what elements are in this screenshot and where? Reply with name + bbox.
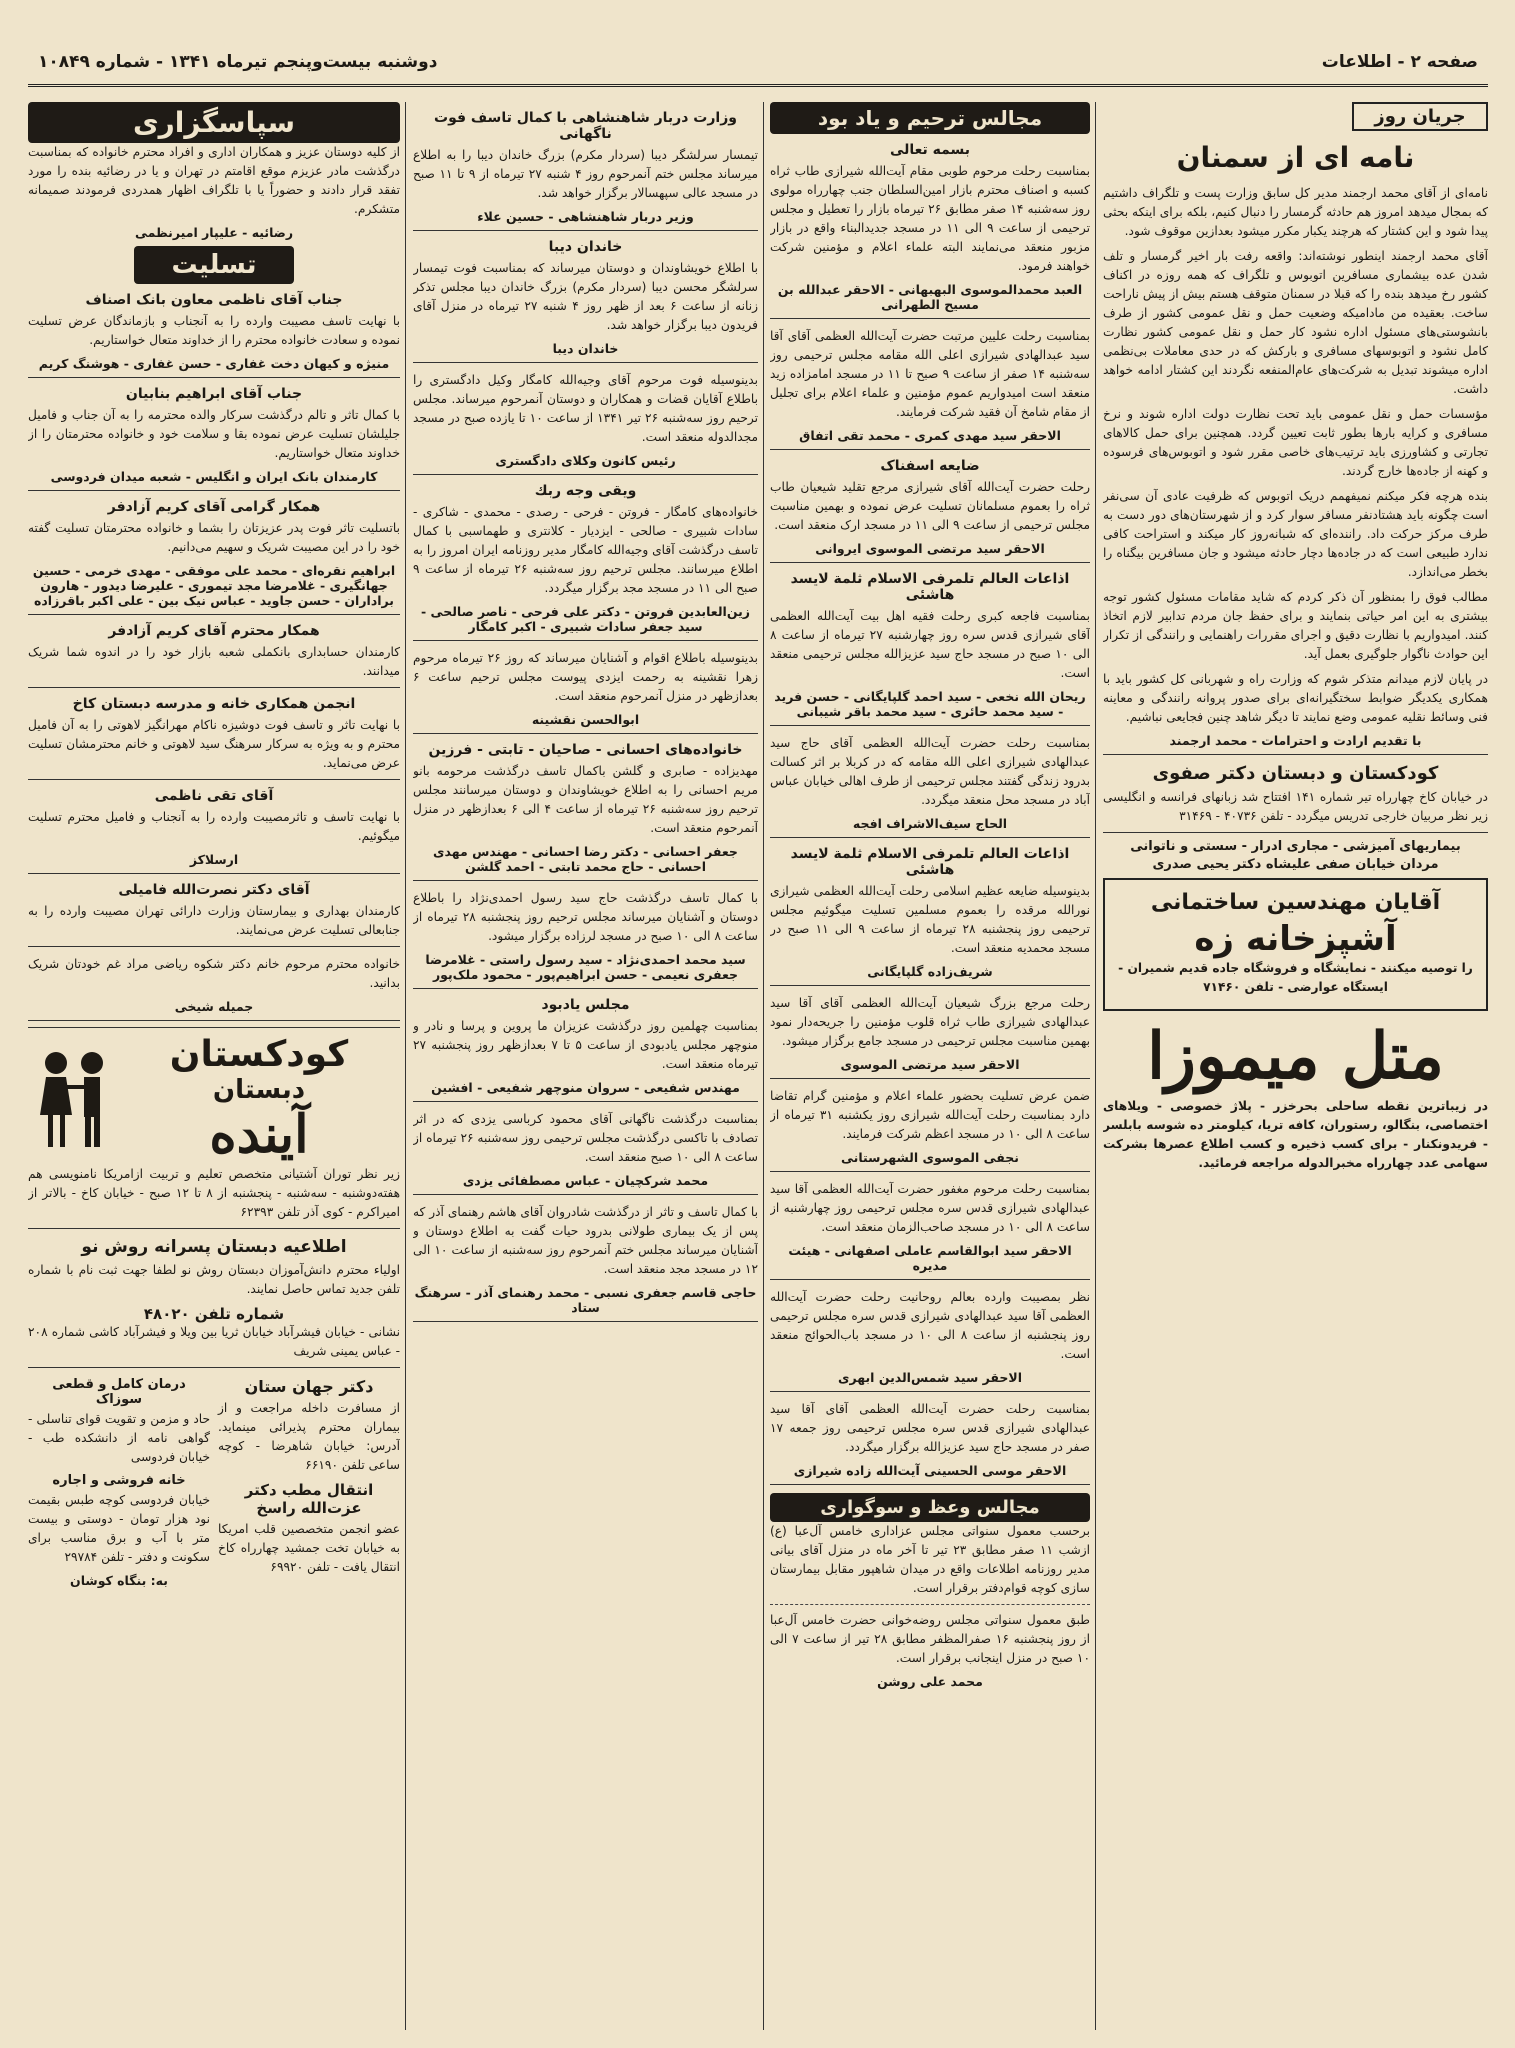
ad-body: در زیباترین نقطه ساحلی بحرخزر - پلاژ خصوصی - ویلاهای اختصاصی، بنگالو، رستوران، کافه تریا، کیلومتر ده شوسه بابلسر - فریدونکنار - برای کسب ذخیره و کسب اطلاع عصرها بشرکت سهامی عدد چهارراه مخبرالدوله مراجعه فرمائید. bbox=[1103, 1099, 1488, 1170]
notice-divider bbox=[413, 880, 758, 881]
notice-divider bbox=[770, 1078, 1090, 1079]
notice-signature: منیژه و کیهان دخت غفاری - حسن غفاری - هوشنگ کریم bbox=[38, 356, 390, 371]
ad-body: مردان خیابان صفی علیشاه دکتر یحیی صدری bbox=[1152, 857, 1439, 872]
notice bbox=[770, 1180, 1090, 1280]
ad-body: نشانی - خیابان فیشرآباد خیابان ثریا بین ویلا و فیشرآباد کاشی شماره ۲۰۸ - عباس یمینی شریف bbox=[28, 1325, 400, 1358]
notice bbox=[770, 1288, 1090, 1392]
article-paragraph: نامه‌ای از آقای محمد ارجمند مدیر کل سابق وزارت پست و تلگراف داشتیم که بمجال میدهد امروز هم حادثه گرمسار را دنبال کنیم، بلکه برای اینکه بحثی پیدا شود و این کشتار که هرچند یکبار مکرر میشود بعدازین موقوف شود. bbox=[1103, 186, 1488, 238]
notice-signature: مهندس شفیعی - سروان منوچهر شفیعی - افشین bbox=[431, 1080, 740, 1095]
notice-body: خانواده‌های کامگار - فروتن - فرحی - رصدی - محمدی - شاکری - سادات شبیری - صالحی - ایزدیار - کلانتری و طهماسبی با کمال تاسف درگذشت آقای وجیه‌الله کامگار مدیر روزنامه ایران امروز را به اطلاع میرسانند. مجلس ترحیم روز سه‌شنبه ۲۶ تیرماه از ساعت ۹ صبح الی ۱۱ در مسجد مجد برگزار میگردد. bbox=[413, 505, 758, 595]
notice-body: مهدیزاده - صابری و گلشن باکمال تاسف درگذشت مرحومه بانو مریم احسانی را به اطلاع خویشاوندان و دوستان میرسانند مجلس ترحیم روز سه‌شنبه ۲۶ تیرماه از ساعت ۴ الی ۶ بعدازظهر در منزل آنمرحوم منعقد است. bbox=[413, 764, 758, 835]
ad-body: اولیاء محترم دانش‌آموزان دبستان روش نو لطفا جهت ثبت نام با شماره تلفن جدید تماس حاصل نمایند. bbox=[28, 1263, 400, 1296]
ad-title: بیماریهای آمیزشی - مجاری ادرار - سستی و ناتوانی bbox=[1130, 839, 1461, 854]
notice-signature: ریحان الله نخعی - سید احمد گلپایگانی - حسن فرید - سید محمد حائری - سید محمد باقر شیبانی bbox=[774, 689, 1086, 719]
notice-heading: جناب آقای ابراهیم بنابیان bbox=[125, 386, 303, 402]
article-paragraph: بنده هرچه فکر میکنم نمیفهمم دریک اتوبوس که ظرفیت عادی آن سی‌نفر است چگونه باید هشتادنفر مسافر سوار کرد و از شهرستان‌های دور دست به طرف مرکز حرکت داد. راننده‌ای که شبانه‌روز کار میکند و استراحت کافی ندارد طبیعی است که در جاده‌ها دچار حادثه میشود و جان مسافرین بیگناه را بخطر می‌اندازد. bbox=[1103, 489, 1488, 579]
notice-body: بدینوسیله فوت مرحوم آقای وجیه‌الله کامگار وکیل دادگستری را باطلاع آقایان قضات و همکاران و دوستان آنمرحوم میرساند. مجلس ترحیم روز سه‌شنبه ۲۶ تیر ۱۳۴۱ از ساعت ۱۰ تا یازده صبح در مسجد مجدالدوله منعقد است. bbox=[413, 373, 758, 444]
notice-divider bbox=[770, 449, 1090, 450]
notice bbox=[770, 846, 1090, 986]
notice-divider bbox=[770, 1484, 1090, 1485]
notice bbox=[413, 239, 758, 363]
notice-divider bbox=[770, 1279, 1090, 1280]
notice-signature: ابوالحسن نقشینه bbox=[531, 712, 640, 727]
notice-signature: سید محمد احمدی‌نژاد - سید رسول راستی - غلامرضا جعفری نعیمی - حسن ابراهیم‌پور - محمود ملک‌پور bbox=[425, 952, 746, 982]
notice-signature: الحاج سیف‌الاشراف افجه bbox=[852, 816, 1008, 831]
notice-divider bbox=[413, 230, 758, 231]
notice-body: با نهایت تاثر و تاسف فوت دوشیزه ناکام مهرانگیز لاهوتی را به آن فامیل محترم و به ویژه به سرکار سرهنگ سید لاهوتی و خانم محترمشان تسلیت عرض می‌نماید. bbox=[28, 718, 400, 770]
notice-body: بمناسبت فاجعه کبری رحلت فقیه اهل بیت آیت‌الله العظمی آقای شیرازی قدس سره روز چهارشنبه ۲۷ تیرماه از ساعت ۸ الی ۱۰ صبح در مسجد حاج سید عزیزالله مجلس ترحیمی منعقد است. bbox=[770, 609, 1090, 680]
notice-signature: ارسلاکز bbox=[189, 852, 239, 867]
column-memorial-2 bbox=[413, 102, 758, 2030]
notice-divider bbox=[28, 490, 400, 491]
notice-body: بمناسبت رحلت حضرت آیت‌الله العظمی آقای آقا سید عبدالهادی شیرازی قدس سره مجلس ترحیمی روز جمعه ۱۷ صفر در مسجد حاج سید عزیزالله برگزار میگردد. bbox=[770, 1402, 1090, 1454]
ad-brand: دبستان bbox=[212, 1075, 306, 1105]
notice-divider bbox=[413, 640, 758, 641]
ad-body: در خیابان کاخ چهارراه تیر شماره ۱۴۱ افتتاح شد زبانهای فرانسه و انگلیسی زیر نظر مربیان خارجی تدریس میگردد - تلفن ۴۰۷۳۶ - ۳۱۴۶۹ bbox=[1103, 790, 1488, 823]
notice-heading: مجلس یادبود bbox=[541, 997, 630, 1013]
notice-divider bbox=[28, 873, 400, 874]
notice-body: بمناسبت چهلمین روز درگذشت عزیزان ما پروین و پرسا و نادر و منوچهر مجلس یادبودی از ساعت ۵ تا ۷ بعدازظهر روز پنجشنبه ۲۷ تیرماه منعقد است. bbox=[413, 1019, 758, 1071]
ad-heading: آقایان مهندسین ساختمانی bbox=[1150, 890, 1441, 915]
column-editorial bbox=[1103, 102, 1488, 2030]
notice-heading: اذاعات العالم تلمرفی الاسلام ثلمة لایسد هاشئی bbox=[790, 846, 1070, 878]
thanks-body: از کلیه دوستان عزیز و همکاران اداری و افراد محترم خانواده که بمناسبت درگذشت مادر عزیزم موقع اقامتم در تهران و یا در رضائیه بنده را مورد تفقد قرار دادند و حضوراً یا با تلگراف اظهار همدردی فرمودند صمیمانه متشکرم. bbox=[28, 145, 400, 216]
article-title: نامه ای از سمنان bbox=[1176, 141, 1415, 174]
notice-signature: محمد شرکچیان - عباس مصطفائی یزدی bbox=[462, 1173, 709, 1188]
notice-heading: همکار محترم آقای کریم آزادفر bbox=[108, 623, 320, 639]
notice-divider bbox=[770, 837, 1090, 838]
section-banner: تسلیت bbox=[134, 246, 294, 284]
notice-signature: ابراهیم نقره‌ای - محمد علی موفقی - مهدی خرمی - حسین جهانگیری - غلامرضا مجد تیموری - علیرضا دیدور - هارون براداران - حسن جاوید - عباس نیک بین - علی اکبر باقرزاده bbox=[32, 563, 396, 608]
notice-body: با نهایت تاسف و تاثرمصیبت وارده را به آنجناب و فامیل محترم تسلیت میگوئیم. bbox=[28, 810, 400, 843]
notice-body: بمناسبت درگذشت ناگهانی آقای محمود کرباسی یزدی که در اثر تصادف با تاکسی درگذشت مجلس ترحیمی روز سه‌شنبه ۲۶ تیرماه از ساعت ۸ الی ۱۰ صبح منعقد است. bbox=[413, 1112, 758, 1164]
notice bbox=[413, 110, 758, 231]
ad-box bbox=[1103, 878, 1488, 1011]
notice-divider bbox=[413, 1194, 758, 1195]
ad-title: انتقال مطب دکتر عزت‌الله راسخ bbox=[244, 1481, 374, 1517]
notice-body: رحلت حضرت آیت‌الله آقای شیرازی مرجع تقلید شیعیان طاب ثراه را بعموم مسلمانان تسلیت عرض نموده و بهمین مناسبت مجلس ترحیمی از ساعت ۹ الی ۱۱ در مسجد ارک منعقد است. bbox=[770, 480, 1090, 532]
article-paragraph: مؤسسات حمل و نقل عمومی باید تحت نظارت دولت اداره شوند و نرخ مسافری و کرایه بارها بطور ثابت تعیین گردد. همچنین برای حمل کالاهای تجارتی و کشاورزی باید ترتیب‌های خاصی مقرر شود و اتوبوس‌های فرسوده و کهنه از جاده‌ها خارج گردند. bbox=[1103, 407, 1488, 478]
notice-body: نظر بمصیبت وارده بعالم روحانیت رحلت حضرت آیت‌الله العظمی آقا سید عبدالهادی شیرازی قدس سره مجلس ترحیمی روز پنجشنبه از ساعت ۸ الی ۱۰ در مسجد باب‌الحوائج منعقد است. bbox=[770, 1290, 1090, 1361]
notice-heading: اذاعات العالم تلمرفی الاسلام ثلمة لایسد هاشئی bbox=[790, 571, 1070, 603]
notice-signature: الاحقر سید مرتضی الموسوی bbox=[840, 1057, 1020, 1072]
ad-brand: آینده bbox=[209, 1104, 309, 1165]
notice-body: بمناسبت رحلت حضرت آیت‌الله العظمی آقای حاج سید عبدالهادی شیرازی اعلی الله مقامه که در کربلا بر اثر کسالت بدرود زندگی گفتند مجلس ترحیمی از طرف اهالی خیابان عباس آباد در مسجد محل منعقد میگردد. bbox=[770, 736, 1090, 807]
ad-title: کودکستان و دبستان دکتر صفوی bbox=[1152, 763, 1439, 784]
notice-signature: الاحقر سید شمس‌الدین ابهری bbox=[838, 1370, 1022, 1385]
notice bbox=[28, 882, 400, 947]
notice-signature: رئیس کانون وکلای دادگستری bbox=[495, 453, 676, 468]
notice-divider bbox=[413, 474, 758, 475]
notice-body: طبق معمول سنواتی مجلس روضه‌خوانی حضرت خامس آل‌عبا از روز پنجشنبه ۱۶ صفرالمظفر مطابق ۲۸ تیر از ساعت ۷ الی ۱۰ صبح در منزل اینجانب برقرار است. bbox=[770, 1613, 1090, 1665]
notice-signature: زین‌العابدین فروتن - دکتر علی فرحی - ناصر صالحی - سید جعفر سادات شبیری - اکبر کامگار bbox=[421, 604, 750, 634]
notice bbox=[770, 1400, 1090, 1485]
issue-date: دوشنبه بیست‌وپنجم تیرماه ۱۳۴۱ - شماره ۱۰۸۴۹ bbox=[38, 52, 438, 72]
notice-signature: وزیر دربار شاهنشاهی - حسین علاء bbox=[477, 209, 694, 224]
notice-signature: کارمندان بانک ایران و انگلیس - شعبه میدان فردوسی bbox=[50, 469, 378, 484]
notice-heading: خانواده‌های احسانی - صاحیان - تابتی - فرزین bbox=[428, 742, 743, 758]
article-paragraph: مطالب فوق را بمنظور آن ذکر کردم که شاید مقامات مسئول کشور توجه بیشتری به این امر حیاتی بنمایند و برای حفظ جان مردم تدابیر لازم اتخاذ کنند. امیدواریم با نظارت دقیق و اجرای مقررات راهنمایی و رانندگی از تکرار این حوادث ناگوار جلوگیری بعمل آید. bbox=[1103, 590, 1488, 661]
notice-signature: حاجی قاسم جعفری نسبی - محمد رهنمای آذر - سرهنگ ستاد bbox=[414, 1285, 757, 1315]
notice-body: بمناسبت رحلت مرحوم طوبی مقام آیت‌الله شیرازی طاب ثراه کسبه و اصناف محترم بازار امین‌السلطان جنب چهارراه مولوی روز سه‌شنبه ۱۴ صفر مطابق ۲۶ تیرماه بازار را تعطیل و مجلس ترحیمی از ساعت ۹ الی ۱۱ در مسجد جدیدالبناء واقع در بازار مزبور منعقد می‌نمایند البته علماء اعلام و مؤمنین شرکت خواهند فرمود. bbox=[770, 164, 1090, 273]
notice-divider bbox=[413, 362, 758, 363]
notice-divider bbox=[770, 318, 1090, 319]
notice-divider bbox=[770, 985, 1090, 986]
notice-body: بدینوسیله باطلاع اقوام و آشنایان میرساند که روز ۲۶ تیرماه مرحوم زهرا نقشینه به رحمت ایزدی پیوست مجلس ترحیم ساعت ۶ بعدازظهر در منزل آنمرحوم منعقد است. bbox=[413, 651, 758, 703]
ad-title: درمان کامل و قطعی سوزاک bbox=[52, 1377, 186, 1407]
notice bbox=[770, 994, 1090, 1079]
notice-body: بمناسبت رحلت مرحوم مغفور حضرت آیت‌الله العظمی آقا سید عبدالهادی شیرازی قدس سره مجلس ترحیمی روز چهارشنبه از ساعت ۸ الی ۱۰ در مسجد صاحب‌الزمان منعقد است. bbox=[770, 1182, 1090, 1234]
notice-signature: نجفی الموسوی الشهرستانی bbox=[841, 1150, 1019, 1165]
ad-brand: متل میموزا bbox=[1147, 1019, 1444, 1094]
notice-body: بدینوسیله ضایعه عظیم اسلامی رحلت آیت‌الله العظمی شیرازی نورالله مرقده را بعموم مسلمین تسلیت میگوئیم مجلس ترحیمی روز پنجشنبه ۲۸ تیرماه از ساعت ۹ الی ۱۱ صبح در مسجد محمدیه منعقد است. bbox=[770, 884, 1090, 955]
ad-body: حاد و مزمن و تقویت قوای تناسلی - گواهی نامه از دانشکده طب - خیابان فردوسی bbox=[28, 1412, 210, 1464]
notice bbox=[413, 742, 758, 881]
ad-body: عضو انجمن متخصصین قلب امریکا به خیابان تخت جمشید چهارراه کاخ انتقال یافت - تلفن ۶۹۹۲۰ bbox=[218, 1522, 400, 1574]
notice-divider bbox=[413, 1101, 758, 1102]
notice-heading: خاندان دیبا bbox=[548, 239, 623, 255]
notice-signature: جمیله شیخی bbox=[174, 999, 254, 1014]
column-divider bbox=[405, 102, 406, 2030]
notice-divider bbox=[770, 1391, 1090, 1392]
notice-divider bbox=[28, 779, 400, 780]
ad-title: اطلاعیه دبستان پسرانه روش نو bbox=[81, 1237, 347, 1257]
notice bbox=[413, 889, 758, 989]
notice-signature: الاحقر سید ابوالقاسم عاملی اصفهانی - هیئت مدیره bbox=[788, 1243, 1072, 1273]
notice-signature: الاحقر سید مهدی کمری - محمد تقی اتفاق bbox=[799, 428, 1061, 443]
ad-body: از مسافرت داخله مراجعت و از بیماران محترم پذیرائی مینماید. آدرس: خیابان شاهرضا - کوچه ساعی تلفن ۶۶۱۹۰ bbox=[218, 1401, 400, 1472]
notice-body: کارمندان بهداری و بیمارستان وزارت دارائی تهران مصیبت وارده را به جنابعالی تسلیت عرض می‌نمایند. bbox=[28, 904, 400, 937]
notice bbox=[28, 955, 400, 1021]
notice-divider bbox=[413, 988, 758, 989]
notice-signature: خاندان دیبا bbox=[552, 341, 619, 356]
notice-divider bbox=[28, 946, 400, 947]
section-banner: مجالس وعظ و سوگواری bbox=[770, 1493, 1090, 1522]
notice bbox=[770, 734, 1090, 838]
notice-divider bbox=[770, 1171, 1090, 1172]
notice bbox=[28, 292, 400, 378]
notice-body: کارمندان حسابداری بانکملی شعبه بازار خود را در اندوه شما شریک میدانند. bbox=[28, 645, 400, 678]
notice-signature: شریف‌زاده گلپایگانی bbox=[867, 964, 993, 979]
ad-title: خانه فروشی و اجاره bbox=[52, 1473, 186, 1488]
notice-heading: ویقی وجه ربك bbox=[534, 483, 637, 499]
notice bbox=[28, 696, 400, 780]
ad-body: خیابان فردوسی کوچه طبس بقیمت نود هزار تومان - دوستی و بیست متر با آب و برق مناسب برای سکونت و دفتر - تلفن ۲۹۷۸۴ bbox=[28, 1493, 210, 1564]
notice-body: باتسلیت تاثر فوت پدر عزیزتان را بشما و خانواده محترمتان تسلیت گفته خود را در این مصیبت شریک و سهیم می‌دانیم. bbox=[28, 521, 400, 554]
ad-signature: به: بنگاه کوشان bbox=[70, 1573, 168, 1588]
section-banner: مجالس ترحیم و یاد بود bbox=[770, 102, 1090, 134]
notice-divider bbox=[413, 733, 758, 734]
thanks-signature: رضائیه - علیپار امیرنظمی bbox=[134, 225, 294, 240]
children-illustration bbox=[28, 1045, 118, 1155]
column-memorial-1 bbox=[770, 102, 1090, 2030]
notice-signature: جعفر احسانی - دکتر رضا احسانی - مهندس مهدی احسانی - حاج محمد تابتی - احمد گلشن bbox=[433, 844, 738, 874]
notice-heading: آقای دکتر نصرت‌الله فامیلی bbox=[118, 882, 310, 898]
notice bbox=[770, 327, 1090, 450]
page-number: صفحه ۲ - اطلاعات bbox=[1321, 52, 1478, 72]
notice bbox=[28, 788, 400, 874]
notice-heading: همکار گرامی آقای کریم آزادفر bbox=[107, 499, 321, 515]
notice-body: با نهایت تاسف مصیبت وارده را به آنجناب و بازماندگان عرض تسلیت نموده و سعادت خانواده محترم را از خداوند متعال خواستاریم. bbox=[28, 314, 400, 347]
notice bbox=[413, 1203, 758, 1322]
page-header bbox=[28, 40, 1488, 87]
notice bbox=[770, 142, 1090, 319]
notice-divider bbox=[28, 377, 400, 378]
column-divider bbox=[1095, 102, 1096, 2030]
article-paragraph: در پایان لازم میدانم متذکر شوم که وزارت راه و شهربانی کل کشور باید با همکاری یکدیگر ضوابط سختگیرانه‌ای برای صدور پروانه رانندگی و معاینه فنی وسائط نقلیه عمومی وضع نمایند تا دیگر شاهد چنین فجایعی نباشیم. bbox=[1103, 672, 1488, 724]
notice bbox=[28, 499, 400, 615]
section-label: جریان روز bbox=[1352, 102, 1488, 131]
ad-brand: کودکستان bbox=[169, 1034, 349, 1075]
article-paragraph: آقای محمد ارجمند اینطور نوشته‌اند: واقعه رفت بار اخیر گرمسار و تلف شدن عده بیشماری مسافرین اتوبوس و تلگراف که همه روزه در اکناف کشور رخ میدهد بنده را که قبلا در سمنان متوقف هستم بیش از پیش ناراحت ساخت. بعقیده من مادامیکه وضعیت حمل و نقل عمومی کشور از طرف بانشوستی‌های مسئول اداره نشود کار حمل و نقل عمومی کشور نظارت کامل نشود و اتوبوسهای مسافری و بارکش که در حدی معاملات بی‌نظمی اداره میشوند تبدیل به شرکت‌های عام‌المنفعه نگردند این کشتار ادامه خواهد داشت. bbox=[1103, 249, 1488, 396]
article-signature: با تقدیم ارادت و احترامات - محمد ارجمند bbox=[1169, 733, 1422, 748]
notice-divider bbox=[28, 687, 400, 688]
notice bbox=[413, 371, 758, 475]
notice-body: با کمال تاسف و تاثر از درگذشت شادروان آقای هاشم رهنمای آذر که پس از یک بیماری طولانی بدرود حیات گفت به اطلاع دوستان و آشنایان میرساند مجلس ختم آنمرحوم روز سه‌شنبه از ساعت ۱۰ الی ۱۲ در مسجد مجد منعقد است. bbox=[413, 1205, 758, 1276]
notice bbox=[28, 386, 400, 491]
ad-phone: شماره تلفن ۴۸۰۲۰ bbox=[143, 1305, 285, 1323]
notice-signature: العبد محمدالموسوی البهبهانی - الاحقر عبدالله بن مسیح الطهرانی bbox=[777, 282, 1083, 312]
notice-divider bbox=[770, 562, 1090, 563]
notice bbox=[770, 458, 1090, 563]
notice-body: با کمال تاسف درگذشت حاج سید رسول احمدی‌نژاد را باطلاع دوستان و آشنایان میرساند مجلس ترحیم روز پنجشنبه ۲۸ تیرماه از ساعت ۸ الی ۱۰ صبح در مسجد لرزاده برگزار میشود. bbox=[413, 891, 758, 943]
column-divider bbox=[763, 102, 764, 2030]
notice-body: تیمسار سرلشگر دیبا (سردار مکرم) بزرگ خاندان دیبا را به اطلاع میرساند مجلس ختم آنمرحوم روز ۴ شنبه ۲۷ تیرماه از ۹ تا ۱۱ صبح در مسجد عالی سپهسالار برگزار خواهد شد. bbox=[413, 148, 758, 200]
notice-body: بمناسبت رحلت علیین مرتبت حضرت آیت‌الله العظمی آقای آقا سید عبدالهادی شیرازی اعلی الله مقامه مجلس ترحیمی روز سه‌شنبه ۱۴ صفر از ساعت ۹ صبح تا ۱۱ در مسجد امامزاده زید منعقد است امیدواریم عموم مؤمنین و علماء اعلام برای تجلیل از مقام شامخ آن فقید شرکت فرمایند. bbox=[770, 329, 1090, 419]
notice-signature: محمد علی روشن bbox=[877, 1674, 983, 1689]
notice-heading: انجمن همکاری خانه و مدرسه دبستان کاخ bbox=[72, 696, 356, 712]
ad-title: دکتر جهان ستان bbox=[244, 1377, 374, 1396]
notice-divider bbox=[770, 725, 1090, 726]
newspaper-page bbox=[28, 40, 1488, 2030]
notice bbox=[413, 483, 758, 641]
notice-heading: آقای تقی ناظمی bbox=[154, 788, 274, 804]
notice-body: برحسب معمول سنواتی مجلس عزاداری خامس آل‌عبا (ع) ازشب ۱۱ صفر مطابق ۲۳ تیر تا آخر ماه در منزل آقای بیانی مدیر روزنامه اطلاعات واقع در میدان شاهپور مقابل بیمارستان سازی کوچه قوام‌دفتر برقرار است. bbox=[770, 1524, 1090, 1595]
notice-divider bbox=[28, 614, 400, 615]
notice-body: با اطلاع خویشاوندان و دوستان میرساند که بمناسبت فوت تیمسار سرلشگر محسن دیبا (سردار مکرم) بزرگ خاندان دیبا مجلس تذکر زنانه از ساعت ۶ بعد از ظهر روز ۴ شنبه ۲۷ تیرماه در منزل آقای فریدون دیبا برگزار خواهد شد. bbox=[413, 261, 758, 332]
column-condolences bbox=[28, 102, 400, 2030]
notice-heading: ضایعه اسفناک bbox=[880, 458, 980, 474]
notice-body: رحلت مرجع بزرگ شیعیان آیت‌الله العظمی آقای آقا سید عبدالهادی شیرازی طاب ثراه قلوب مؤمنین را جریحه‌دار نمود بهمین مناسبت مجلس ترحیمی در مسجد جامع برگزار میشود. bbox=[770, 996, 1090, 1048]
notice-signature: الاحقر سید مرتضی الموسوی ایروانی bbox=[815, 541, 1045, 556]
ad-brand: آشپزخانه زه bbox=[1194, 919, 1397, 959]
notice bbox=[413, 649, 758, 734]
notice bbox=[413, 997, 758, 1102]
notice-heading: جناب آقای ناظمی معاون بانک اصناف bbox=[85, 292, 343, 308]
notice-heading: بسمه تعالی bbox=[889, 142, 971, 158]
notice-heading: وزارت دربار شاهنشاهی با کمال تاسف فوت ناگهانی bbox=[434, 110, 737, 142]
ad-body: زیر نظر توران آشتیانی متخصص تعلیم و تربیت ازامریکا نامنویسی هم هفته‌دوشنبه - سه‌شنبه - پنجشنبه از ۸ تا ۱۲ صبح - خیابان کاخ - بالاتر از امیراکرم - کوی آذر تلفن ۶۲۳۹۳ bbox=[28, 1167, 400, 1219]
notice-body: با کمال تاثر و تالم درگذشت سرکار والده محترمه را به آن جناب و فامیل جلیلشان تسلیت عرض نموده بقا و سلامت خود و خانواده محترمتان را از خداوند متعال خواستاریم. bbox=[28, 408, 400, 460]
notice-signature: الاحقر موسی الحسینی آیت‌الله زاده شیرازی bbox=[793, 1463, 1067, 1478]
notice bbox=[770, 1087, 1090, 1172]
section-banner: سپاسگزاری bbox=[28, 102, 400, 143]
ad-body: را توصیه میکنند - نمایشگاه و فروشگاه جاده قدیم شمیران - ایستگاه عوارضی - تلفن ۷۱۴۶۰ bbox=[1118, 961, 1473, 994]
notice-body: خانواده محترم مرحوم خانم دکتر شکوه ریاضی مراد غم خودتان شریک بدانید. bbox=[28, 957, 400, 990]
notice bbox=[413, 1110, 758, 1195]
notice-body: ضمن عرض تسلیت بحضور علماء اعلام و مؤمنین گرام تقاضا دارد بمناسبت رحلت آیت‌الله شیرازی روز یکشنبه ۳۱ تیرماه از ساعت ۸ الی ۱۰ در مسجد اعظم شرکت فرمایند. bbox=[770, 1089, 1090, 1141]
notice bbox=[770, 571, 1090, 726]
notice-divider bbox=[28, 1020, 400, 1021]
notice bbox=[28, 623, 400, 688]
notice-divider bbox=[413, 1321, 758, 1322]
